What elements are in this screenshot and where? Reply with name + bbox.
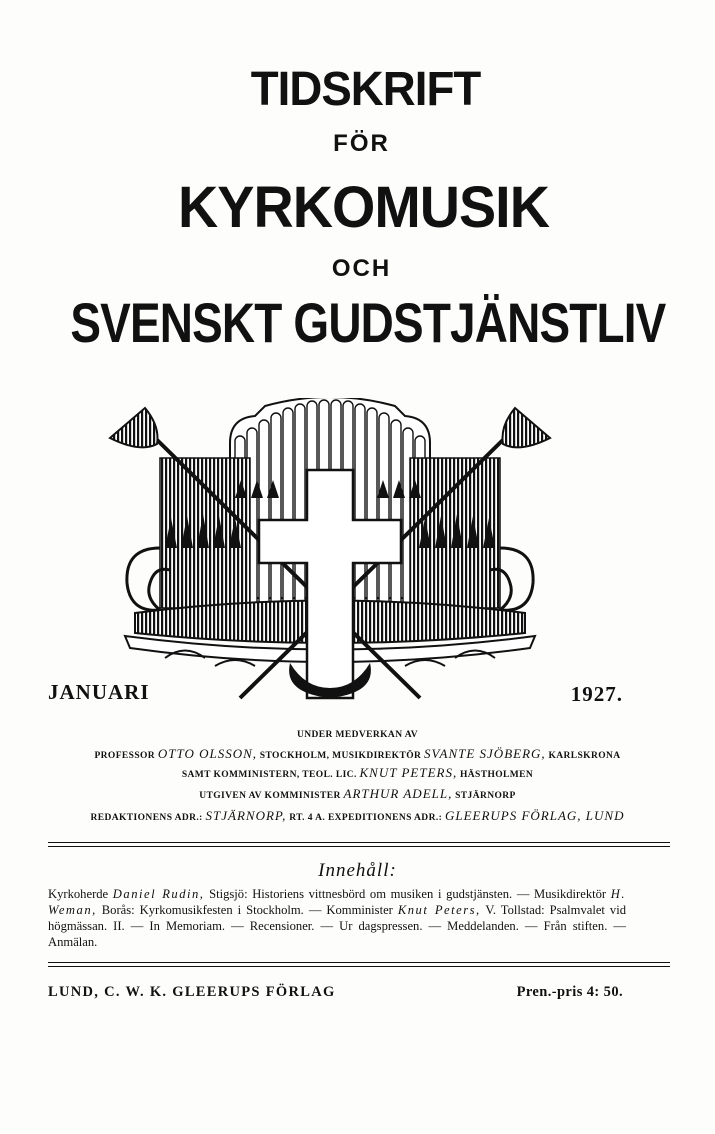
komm-city: HÄSTHOLMEN [460,770,534,780]
divider [48,966,670,967]
masthead-title-line2: FÖR [333,130,390,157]
divider [48,842,670,843]
exp-addr: GLEERUPS FÖRLAG, LUND [444,808,625,823]
md-name: SVANTE SJÖBERG, [424,746,546,761]
toc-author: H. Weman, [48,887,626,917]
credits-line-addresses [0,808,715,824]
toc-text: Kyrkoherde [48,887,109,901]
masthead-title-line3: KYRKOMUSIK [178,175,549,240]
credits-under: UNDER MEDVERKAN AV [296,730,419,740]
contents-title: Innehåll: [318,860,397,881]
prof-prefix: PROFESSOR [94,751,156,761]
subscription-price: Pren.-pris 4: 50. [516,984,623,1000]
divider [48,846,670,847]
red-addr: STJÄRNORP, [205,808,287,823]
red-mid: RT. 4 A. EXPEDITIONENS ADR.: [289,813,443,823]
toc-author: Knut Peters, [397,903,481,917]
divider [48,962,670,963]
toc-text: V. Tollstad: Psalmvalet vid högmässan. II. — In Memoriam. — Recensioner. — Ur dagspressen. — Meddelanden. — Från stiften. — Anmälan. [48,903,626,949]
credits-line-komminister [0,765,715,781]
utg-prefix: UTGIVEN AV KOMMINISTER [199,791,341,801]
masthead-title-line1: TIDSKRIFT [250,63,481,116]
toc-text: Stigsjö: Historiens vittnesbörd om musiken i gudstjänsten. — Musikdirektör [209,887,607,901]
toc-author: Daniel Rudin, [112,887,205,901]
red-prefix: REDAKTIONENS ADR.: [90,813,203,823]
samt-prefix: SAMT KOMMINISTERN, TEOL. LIC. [181,770,357,780]
masthead-title-line5: SVENSKT GUDSTJÄNSTLIV [70,291,666,354]
utg-name: ARTHUR ADELL, [343,786,453,801]
toc-text: Borås: Kyrkomusikfesten i Stockholm. — Komminister [101,903,393,917]
komm-name: KNUT PETERS, [359,765,458,780]
utg-city: STJÄRNORP [455,791,516,801]
md-city: KARLSKRONA [548,751,621,761]
credits-line-professor [0,746,715,762]
prof-name: OTTO OLSSON, [157,746,258,761]
issue-year: 1927. [570,682,623,706]
prof-mid: STOCKHOLM, MUSIKDIREKTÖR [259,751,422,761]
masthead-title-line4: OCH [331,255,392,282]
contents-text [48,886,626,950]
issue-month: JANUARI [48,680,150,704]
credits-line-editor [0,786,715,802]
organ-cross-trumpets-icon [105,398,555,708]
publisher: LUND, C. W. K. GLEERUPS FÖRLAG [48,984,336,1000]
